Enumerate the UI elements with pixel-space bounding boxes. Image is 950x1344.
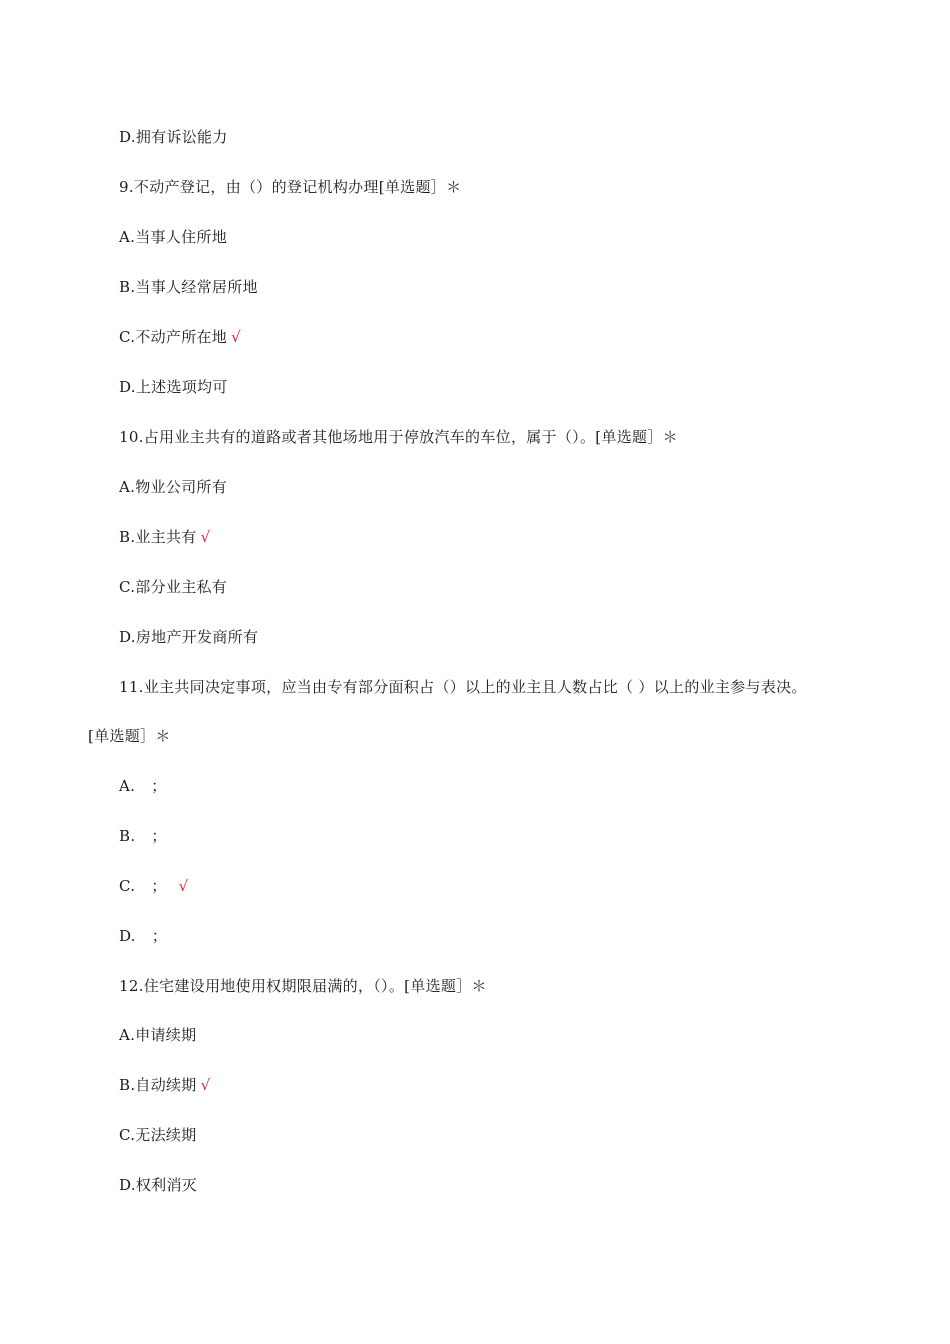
question-11: 11.业主共同决定事项，应当由专有部分面积占（）以上的业主且人数占比（ ）以上的业主参与表决。 — [119, 678, 807, 696]
option-9c: C.不动产所在地 √ — [119, 328, 241, 346]
option-12b: B.自动续期 √ — [119, 1076, 211, 1094]
question-11-type: [单选题］＊ — [88, 727, 171, 745]
option-9b: B.当事人经常居所地 — [119, 278, 258, 296]
option-10d: D.房地产开发商所有 — [119, 628, 259, 646]
option-11a: A. ； — [119, 777, 167, 795]
question-12: 12.住宅建设用地使用权期限届满的，（）。[单选题］＊ — [119, 977, 487, 995]
correct-check-icon: √ — [200, 528, 211, 546]
option-12a: A.申请续期 — [119, 1026, 197, 1044]
correct-check-icon: √ — [231, 328, 241, 346]
option-10c: C.部分业主私有 — [119, 578, 228, 596]
correct-check-icon: √ — [178, 877, 189, 895]
option-9d: D.上述选项均可 — [119, 378, 228, 396]
option-12d: D.权利消灭 — [119, 1176, 198, 1194]
option-10a: A.物业公司所有 — [119, 478, 228, 496]
correct-check-icon: √ — [200, 1076, 211, 1094]
question-9: 9.不动产登记，由（）的登记机构办理[单选题］＊ — [119, 178, 462, 196]
option-9a: A.当事人住所地 — [119, 228, 228, 246]
question-10: 10.占用业主共有的道路或者其他场地用于停放汽车的车位，属于（）。[单选题］＊ — [119, 428, 678, 446]
option-12c: C.无法续期 — [119, 1126, 197, 1144]
option-11b: B. ； — [119, 827, 167, 845]
option-11d: D. ； — [119, 927, 168, 945]
option-8d: D.拥有诉讼能力 — [119, 128, 228, 146]
option-11c: C. ； √ — [119, 877, 189, 895]
option-10b: B.业主共有 √ — [119, 528, 211, 546]
